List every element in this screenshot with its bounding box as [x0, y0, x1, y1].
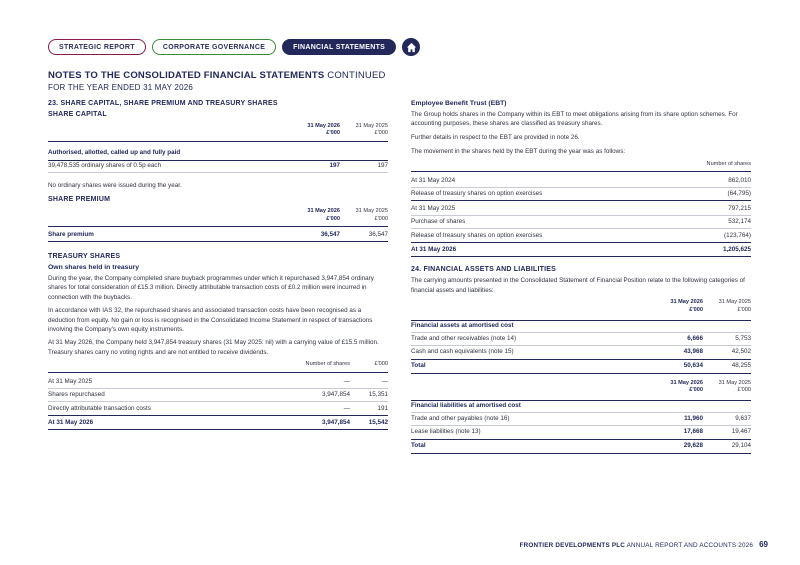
- table-total-row: At 31 May 2026 1,205,625: [411, 242, 751, 257]
- fa-intro: The carrying amounts presented in the Consolidated Statement of Financial Position relate to the following categories of financial assets and liabilities:: [411, 276, 745, 294]
- table-row: Shares repurchased 3,947,854 15,351: [48, 389, 388, 402]
- table-row: Financial liabilities at amortised cost: [411, 400, 751, 413]
- table-row: 39,478,535 ordinary shares of 0.5p each 197 197: [48, 160, 388, 173]
- share-premium-column-header: 31 May 2026 £'000 31 May 2025 £'000: [48, 208, 388, 227]
- treasury-para-1: During the year, the Company completed share buyback programmes under which it repurchased 3,947,854 ordinary shares for total consideration of £15.3 million. Directly attributable transaction costs of £0.2 million were incurred in connection with the buybacks.: [48, 274, 374, 301]
- page-title-text: NOTES TO THE CONSOLIDATED FINANCIAL STATEMENTS: [48, 70, 325, 81]
- left-column: [48, 99, 388, 430]
- ebt-para-1: The Group holds shares in the Company within its EBT to meet obligations arising from its share option schemes. For accounting purposes, these shares are classified as treasury shares.: [411, 110, 738, 128]
- right-column: [411, 99, 751, 454]
- share-capital-note: No ordinary shares were issued during the year.: [48, 181, 182, 189]
- treasury-column-header: Number of shares £'000: [48, 361, 388, 373]
- page-footer: [520, 540, 768, 549]
- table-row: Financial assets at amortised cost: [411, 320, 751, 333]
- treasury-para-3: At 31 May 2026, the Company held 3,947,854 treasury shares (31 May 2025: nil) with a carrying value of £15.5 million. Treasury shares carry no voting rights and are not entitled to receive dividends.: [48, 339, 379, 356]
- nav-financial-statements[interactable]: FINANCIAL STATEMENTS: [282, 39, 396, 55]
- nav-strategic-report[interactable]: STRATEGIC REPORT: [48, 39, 146, 55]
- nav-corporate-governance[interactable]: CORPORATE GOVERNANCE: [152, 39, 276, 55]
- section-nav: [48, 38, 420, 56]
- table-total-row: Total 29,628 29,104: [411, 439, 751, 454]
- table-row: Trade and other payables (note 16) 11,960 9,637: [411, 413, 751, 426]
- treasury-subheading: Own shares held in treasury: [48, 264, 140, 272]
- fa-column-header: 31 May 2026 £'000 31 May 2025 £'000: [670, 299, 751, 313]
- note-24-title: 24. FINANCIAL ASSETS AND LIABILITIES: [411, 266, 557, 274]
- home-icon: [406, 42, 417, 53]
- ebt-para-2: Further details in respect to the EBT are provided in note 26.: [411, 134, 580, 142]
- table-row: Directly attributable transaction costs — 191: [48, 404, 388, 412]
- table-row: At 31 May 2025 — —: [48, 376, 388, 389]
- table-row: At 31 May 2024 862,010: [411, 175, 751, 188]
- table-row: Authorised, allotted, called up and fully paid: [48, 148, 181, 156]
- table-total-row: Total 50,634 48,255: [411, 359, 751, 374]
- ebt-column-header: Number of shares: [411, 161, 751, 173]
- treasury-heading: TREASURY SHARES: [48, 253, 121, 261]
- table-row: Lease liabilities (note 13) 17,668 19,467: [411, 428, 751, 436]
- page-header: [48, 70, 386, 92]
- page-title: [48, 70, 386, 81]
- note-23-title: 23. SHARE CAPITAL, SHARE PREMIUM AND TREASURY SHARES: [48, 100, 278, 107]
- table-row: At 31 May 2025 797,215: [411, 203, 751, 216]
- table-row: Trade and other receivables (note 14) 6,666 5,753: [411, 333, 751, 346]
- page-subtitle: FOR THE YEAR ENDED 31 MAY 2026: [48, 83, 194, 92]
- share-capital-column-header: [48, 123, 388, 142]
- page-title-continued: CONTINUED: [327, 70, 386, 81]
- fl-column-header: 31 May 2026 £'000 31 May 2025 £'000: [670, 379, 751, 394]
- home-button[interactable]: [402, 38, 420, 56]
- col-header-2025: 31 May 2025 £'000: [355, 122, 388, 137]
- table-row: Purchase of shares 532,174: [411, 216, 751, 229]
- ebt-heading: Employee Benefit Trust (EBT): [411, 100, 507, 107]
- table-row: Share premium 36,547 36,547: [48, 227, 388, 242]
- share-capital-heading: SHARE CAPITAL: [48, 110, 107, 118]
- table-row: Release of treasury shares on option exercises (64,795): [411, 188, 751, 201]
- col-header-2026: 31 May 2026 £'000: [307, 122, 340, 137]
- table-row: Cash and cash equivalents (note 15) 43,968 42,502: [411, 348, 751, 356]
- table-total-row: At 31 May 2026 3,947,854 15,542: [48, 415, 388, 430]
- page-number: 69: [759, 540, 768, 549]
- treasury-para-2: In accordance with IAS 32, the repurchased shares and associated transaction costs have been recognised as a deduction from equity. No gain or loss is recognised in the Consolidated Income Statement in respect of transactions involving the Company's own equity instruments.: [48, 307, 373, 334]
- ebt-para-3: The movement in the shares held by the EBT during the year was as follows:: [411, 147, 626, 155]
- share-premium-heading: SHARE PREMIUM: [48, 195, 111, 203]
- table-row: Release of treasury shares on option exercises (123,764): [411, 231, 751, 239]
- footer-text: FRONTIER DEVELOPMENTS PLC ANNUAL REPORT AND ACCOUNTS 2026: [519, 542, 754, 549]
